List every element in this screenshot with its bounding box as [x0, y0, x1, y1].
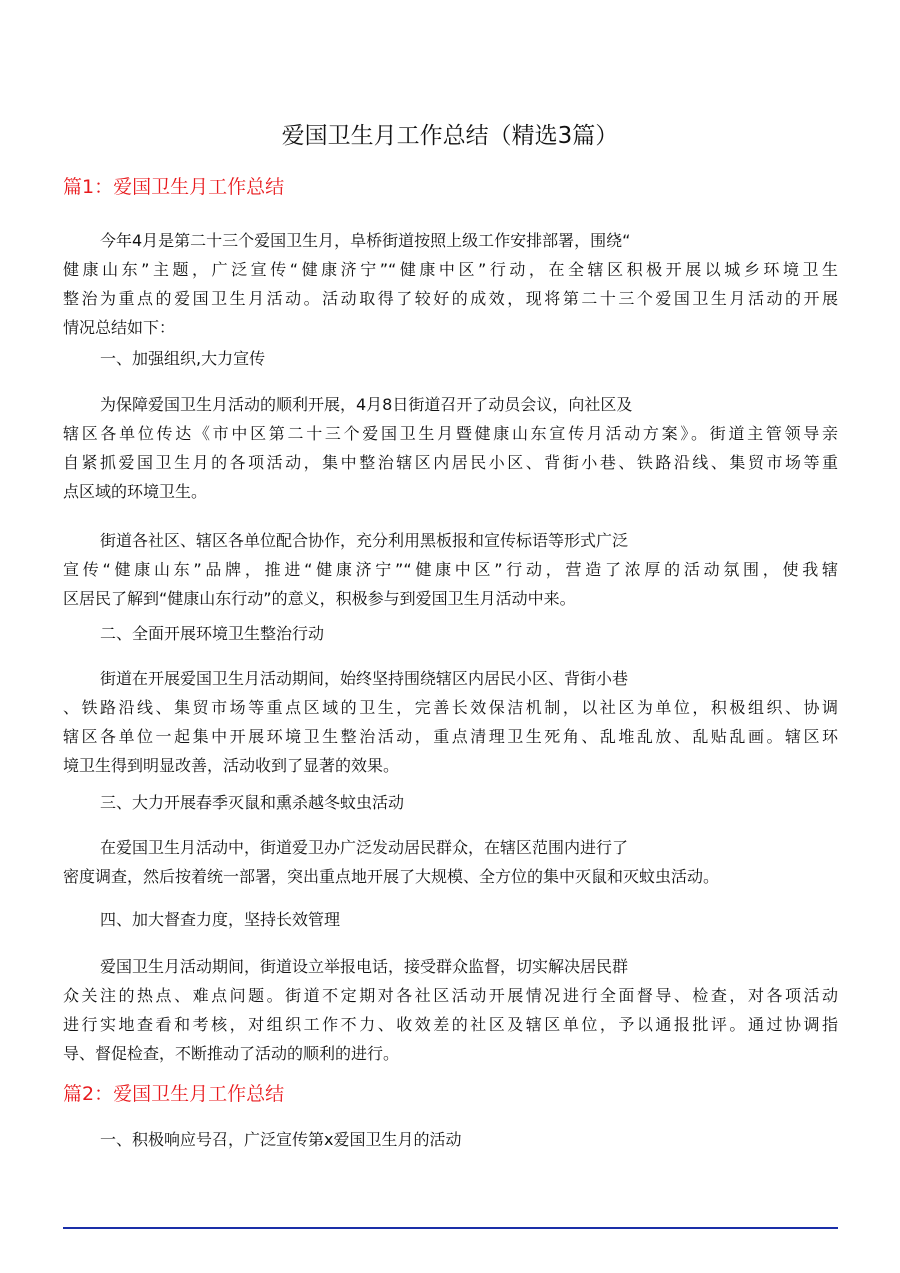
text-line: 在爱国卫生月活动中，街道爱卫办广泛发动居民群众，在辖区范围内进行了 — [100, 838, 629, 857]
paragraph — [63, 664, 838, 780]
text-line: 辖区各单位一起集中开展环境卫生整治活动，重点清理卫生死角、乱堆乱放、乱贴乱画。辖区环 — [63, 727, 838, 746]
footer-divider — [63, 1227, 838, 1229]
text-line: 情况总结如下： — [63, 318, 176, 337]
text-line: 宣传“健康山东”品牌，推进“健康济宁”“健康中区”行动，营造了浓厚的活动氛围，使我辖 — [63, 560, 838, 579]
text-line: 密度调查，然后按着统一部署，突出重点地开展了大规模、全方位的集中灭鼠和灭蚊虫活动。 — [63, 867, 720, 886]
text-line: 今年4月是第二十三个爱国卫生月，阜桥街道按照上级工作安排部署，围绕“ — [100, 231, 631, 250]
paragraph — [63, 390, 838, 506]
section-heading: 一、加强组织,大力宣传 — [100, 349, 266, 368]
paragraph — [63, 833, 838, 891]
text-line: 区居民了解到“健康山东行动”的意义，积极参与到爱国卫生月活动中来。 — [63, 589, 576, 608]
text-line: 众关注的热点、难点问题。街道不定期对各社区活动开展情况进行全面督导、检查，对各项活动 — [63, 986, 838, 1005]
text-line: 辖区各单位传达《市中区第二十三个爱国卫生月暨健康山东宣传月活动方案》。街道主管领导亲 — [63, 424, 838, 443]
paragraph — [63, 526, 838, 613]
text-line: 为保障爱国卫生月活动的顺利开展，4月8日街道召开了动员会议，向社区及 — [100, 395, 633, 414]
text-line: 、铁路沿线、集贸市场等重点区域的卫生，完善长效保洁机制，以社区为单位，积极组织、协调 — [63, 698, 838, 717]
section-heading: 一、积极响应号召，广泛宣传第x爱国卫生月的活动 — [100, 1130, 462, 1149]
text-line: 街道各社区、辖区各单位配合协作，充分利用黑板报和宣传标语等形式广泛 — [100, 531, 629, 550]
paragraph — [63, 226, 838, 342]
text-line: 街道在开展爱国卫生月活动期间，始终坚持围绕辖区内居民小区、背街小巷 — [100, 669, 629, 688]
text-line: 自紧抓爱国卫生月的各项活动，集中整治辖区内居民小区、背街小巷、铁路沿线、集贸市场等重 — [63, 453, 838, 472]
text-line: 健康山东”主题，广泛宣传“健康济宁”“健康中区”行动，在全辖区积极开展以城乡环境卫生 — [63, 260, 838, 279]
text-line: 整治为重点的爱国卫生月活动。活动取得了较好的成效，现将第二十三个爱国卫生月活动的开展 — [63, 289, 838, 308]
section-heading: 二、全面开展环境卫生整治行动 — [100, 624, 325, 643]
document-title: 爱国卫生月工作总结（精选3篇） — [281, 123, 619, 149]
text-line: 进行实地查看和考核，对组织工作不力、收效差的社区及辖区单位，予以通报批评。通过协调指 — [63, 1015, 838, 1034]
article2-heading: 篇2：爱国卫生月工作总结 — [63, 1083, 285, 1105]
paragraph — [63, 952, 838, 1068]
section-heading: 四、加大督查力度，坚持长效管理 — [100, 910, 341, 929]
article1-heading: 篇1：爱国卫生月工作总结 — [63, 176, 285, 198]
text-line: 导、督促检查，不断推动了活动的顺利的进行。 — [63, 1044, 400, 1063]
text-line: 点区域的环境卫生。 — [63, 482, 208, 501]
section-heading: 三、大力开展春季灭鼠和熏杀越冬蚊虫活动 — [100, 793, 405, 812]
text-line: 爱国卫生月活动期间，街道设立举报电话，接受群众监督，切实解决居民群 — [100, 957, 629, 976]
text-line: 境卫生得到明显改善，活动收到了显著的效果。 — [63, 756, 400, 775]
